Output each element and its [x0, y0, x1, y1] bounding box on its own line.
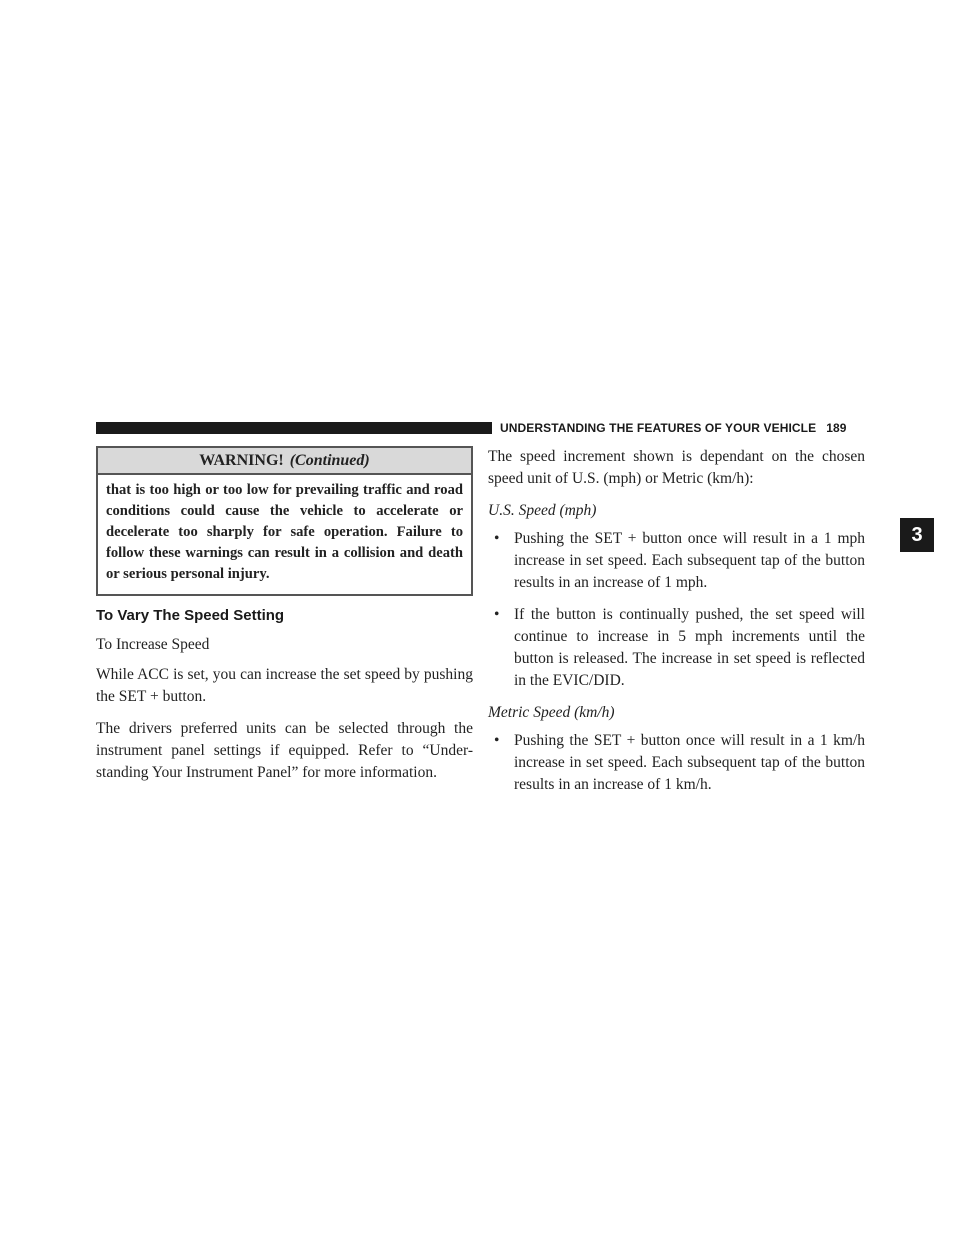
subheading-increase-speed: To Increase Speed: [96, 636, 210, 653]
header-title: UNDERSTANDING THE FEATURES OF YOUR VEHICLE: [500, 421, 817, 435]
paragraph: While ACC is set, you can increase the set speed by pushing the SET + button.: [96, 666, 473, 705]
warning-title: [98, 448, 471, 475]
warning-label: WARNING!: [199, 452, 284, 469]
list-item-text: Pushing the SET + button once will result in a 1 km/h increase in set speed. Each subsequent tap of the button results in an increase of 1 km/h.: [514, 732, 865, 793]
list-item: [488, 604, 865, 692]
list-item-text: If the button is continually pushed, the set speed will continue to increase in 5 mph increments until the button is released. The increase in set speed is reflected in the EVIC/DID.: [514, 606, 865, 689]
bullet-icon: •: [494, 732, 500, 749]
chapter-tab: 3: [900, 518, 934, 552]
paragraph: The drivers preferred units can be selected through the instrument panel settings if equipped. Refer to “Under-standing Your Instrument Panel” for more information.: [96, 720, 473, 781]
bullet-icon: •: [494, 606, 500, 623]
metric-speed-heading: Metric Speed (km/h): [488, 704, 615, 721]
list-item: [488, 528, 865, 594]
section-heading: To Vary The Speed Setting: [96, 607, 285, 624]
warning-body: that is too high or too low for prevailing traffic and road conditions could cause the vehicle to accelerate or decelerate too sharply for safe operation. Failure to follow these warnings can result in a collision and death or serious personal injury.: [106, 482, 463, 582]
page-number: 189: [826, 421, 847, 435]
list-item: [488, 730, 865, 796]
warning-continued: (Continued): [289, 452, 370, 469]
us-speed-heading: U.S. Speed (mph): [488, 502, 597, 519]
bullet-icon: •: [494, 530, 500, 547]
warning-box: [96, 446, 473, 596]
left-column: [96, 446, 473, 784]
running-header: [500, 418, 847, 438]
right-column: [488, 446, 865, 806]
us-speed-list: [488, 528, 865, 692]
list-item-text: Pushing the SET + button once will result in a 1 mph increase in set speed. Each subsequent tap of the button results in an increase of 1 mph.: [514, 530, 865, 591]
header-bar: [96, 422, 492, 434]
metric-speed-list: [488, 730, 865, 796]
paragraph-intro: The speed increment shown is dependant on the chosen speed unit of U.S. (mph) or Metric (km/h):: [488, 448, 865, 487]
